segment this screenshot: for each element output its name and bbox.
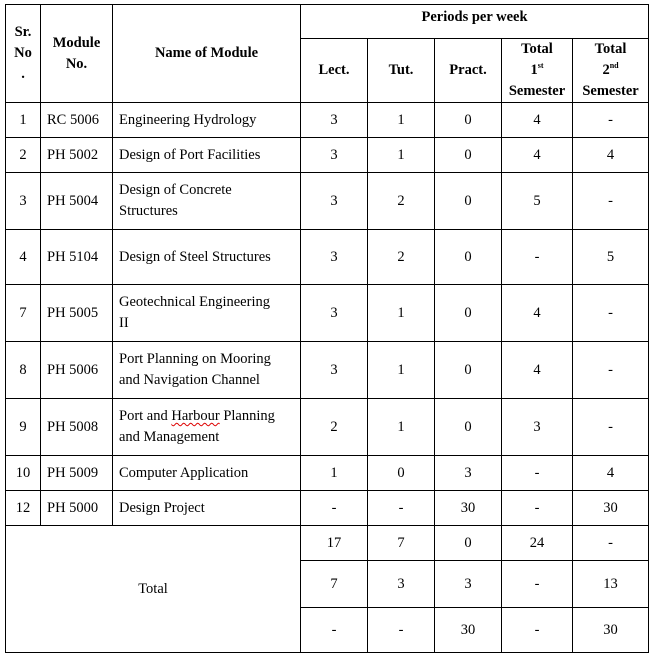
header-total-1st-label: Total: [521, 41, 553, 57]
cell-module-no: PH 5006: [41, 342, 113, 399]
cell-total-1st: 24: [502, 526, 573, 561]
cell-tut: 2: [368, 230, 435, 285]
header-tut: Tut.: [368, 39, 435, 103]
cell-module-no: RC 5006: [41, 103, 113, 138]
cell-sr: 1: [6, 103, 41, 138]
cell-sr: 7: [6, 285, 41, 342]
cell-total-1st: 3: [502, 399, 573, 456]
cell-pract: 0: [435, 138, 502, 173]
cell-lect: 3: [301, 342, 368, 399]
table-row: [6, 285, 649, 342]
cell-module-name: [113, 342, 301, 399]
cell-total-1st: -: [502, 561, 573, 608]
cell-module-name-part: Port and: [119, 408, 172, 424]
cell-sr: 8: [6, 342, 41, 399]
table-row: [6, 491, 649, 526]
cell-module-name: [113, 285, 301, 342]
module-table: [5, 4, 649, 653]
cell-tut: -: [368, 491, 435, 526]
cell-module-name: Computer Application: [113, 456, 301, 491]
cell-total-2nd: -: [573, 173, 649, 230]
cell-total-lect: 7: [301, 561, 368, 608]
table-row: [6, 399, 649, 456]
header-row-top: [6, 5, 649, 39]
cell-pract: 0: [435, 103, 502, 138]
cell-pract: 0: [435, 230, 502, 285]
cell-module-name: [113, 173, 301, 230]
header-total-1st-sup: st: [537, 61, 544, 71]
header-module-no: [41, 5, 113, 103]
cell-total-lect: 17: [301, 526, 368, 561]
cell-module-name: Design Project: [113, 491, 301, 526]
cell-pract: 3: [435, 456, 502, 491]
cell-total-1st: 4: [502, 342, 573, 399]
cell-sr: 2: [6, 138, 41, 173]
cell-total-2nd: 4: [573, 456, 649, 491]
cell-tut: 0: [368, 456, 435, 491]
cell-pract: 0: [435, 399, 502, 456]
cell-sr: 10: [6, 456, 41, 491]
cell-tut: 1: [368, 399, 435, 456]
cell-lect: -: [301, 491, 368, 526]
cell-module-no: PH 5008: [41, 399, 113, 456]
cell-tut: 1: [368, 103, 435, 138]
cell-module-name: Design of Steel Structures: [113, 230, 301, 285]
cell-lect: 1: [301, 456, 368, 491]
table-row: [6, 138, 649, 173]
header-total-2nd-semester: [573, 39, 649, 103]
header-total-1st-semester: [502, 39, 573, 103]
cell-module-name: Design of Port Facilities: [113, 138, 301, 173]
cell-tut: 1: [368, 285, 435, 342]
cell-total-1st: -: [502, 608, 573, 653]
cell-sr: 9: [6, 399, 41, 456]
cell-total-pract: 3: [435, 561, 502, 608]
cell-module-name-part: Planning: [219, 408, 275, 424]
cell-total-1st: 4: [502, 138, 573, 173]
cell-module-name-line1: Geotechnical Engineering: [119, 294, 270, 310]
cell-module-no: PH 5005: [41, 285, 113, 342]
table-row: [6, 173, 649, 230]
header-module-no-line1: Module: [52, 34, 101, 51]
header-total-1st-semester-label: Semester: [508, 83, 566, 99]
cell-total-1st: -: [502, 230, 573, 285]
cell-total-2nd: 30: [573, 608, 649, 653]
header-sr-line3: .: [21, 66, 25, 82]
cell-module-no: PH 5002: [41, 138, 113, 173]
cell-total-2nd: -: [573, 526, 649, 561]
cell-total-tut: 3: [368, 561, 435, 608]
cell-total-2nd: 4: [573, 138, 649, 173]
cell-module-name-line2: II: [119, 315, 129, 331]
cell-tut: 1: [368, 342, 435, 399]
header-total-2nd-label: Total: [594, 41, 627, 57]
table-row: [6, 230, 649, 285]
table-row: [6, 456, 649, 491]
cell-lect: 3: [301, 103, 368, 138]
cell-total-2nd: 13: [573, 561, 649, 608]
cell-pract: 30: [435, 491, 502, 526]
totals-label: Total: [6, 526, 301, 653]
cell-pract: 0: [435, 342, 502, 399]
cell-total-tut: -: [368, 608, 435, 653]
header-total-2nd-sup: nd: [609, 61, 619, 71]
cell-total-lect: -: [301, 608, 368, 653]
cell-module-no: PH 5004: [41, 173, 113, 230]
cell-sr: 4: [6, 230, 41, 285]
cell-total-tut: 7: [368, 526, 435, 561]
cell-total-2nd: -: [573, 399, 649, 456]
header-sr-line2: No: [14, 45, 32, 61]
cell-sr: 3: [6, 173, 41, 230]
cell-pract: 0: [435, 173, 502, 230]
cell-module-name-line1: Port Planning on Mooring: [119, 351, 271, 367]
cell-total-2nd: -: [573, 103, 649, 138]
totals-row: [6, 526, 649, 561]
cell-lect: 2: [301, 399, 368, 456]
header-periods-per-week: Periods per week: [301, 5, 649, 39]
cell-total-1st: -: [502, 491, 573, 526]
cell-tut: 2: [368, 173, 435, 230]
cell-total-2nd: 30: [573, 491, 649, 526]
spellcheck-underlined-word: Harbour: [171, 408, 220, 424]
cell-module-no: PH 5104: [41, 230, 113, 285]
table-row: [6, 342, 649, 399]
cell-lect: 3: [301, 173, 368, 230]
header-total-1st-num: 1: [530, 62, 538, 78]
cell-lect: 3: [301, 230, 368, 285]
cell-module-no: PH 5000: [41, 491, 113, 526]
cell-total-pract: 30: [435, 608, 502, 653]
cell-total-2nd: -: [573, 342, 649, 399]
cell-lect: 3: [301, 138, 368, 173]
cell-total-1st: 5: [502, 173, 573, 230]
cell-tut: 1: [368, 138, 435, 173]
cell-total-1st: 4: [502, 285, 573, 342]
header-total-2nd-num: 2: [602, 62, 610, 78]
cell-module-no: PH 5009: [41, 456, 113, 491]
header-pract: Pract.: [435, 39, 502, 103]
cell-total-2nd: -: [573, 285, 649, 342]
header-name-of-module: Name of Module: [113, 5, 301, 103]
cell-total-2nd: 5: [573, 230, 649, 285]
header-sr-no: [6, 5, 41, 103]
cell-module-name: Engineering Hydrology: [113, 103, 301, 138]
header-sr-line1: Sr.: [14, 24, 32, 40]
cell-module-name: [113, 399, 301, 456]
header-total-2nd-semester-label: Semester: [582, 83, 639, 99]
header-lect: Lect.: [301, 39, 368, 103]
cell-module-name-line2: Structures: [119, 203, 178, 219]
cell-lect: 3: [301, 285, 368, 342]
header-module-no-line2: No.: [65, 55, 88, 72]
table-row: [6, 103, 649, 138]
cell-total-pract: 0: [435, 526, 502, 561]
cell-module-name-line1: Design of Concrete: [119, 182, 232, 198]
cell-sr: 12: [6, 491, 41, 526]
cell-total-1st: -: [502, 456, 573, 491]
cell-module-name-line2: and Management: [119, 429, 220, 445]
cell-module-name-line2: and Navigation Channel: [119, 372, 260, 388]
cell-total-1st: 4: [502, 103, 573, 138]
cell-pract: 0: [435, 285, 502, 342]
